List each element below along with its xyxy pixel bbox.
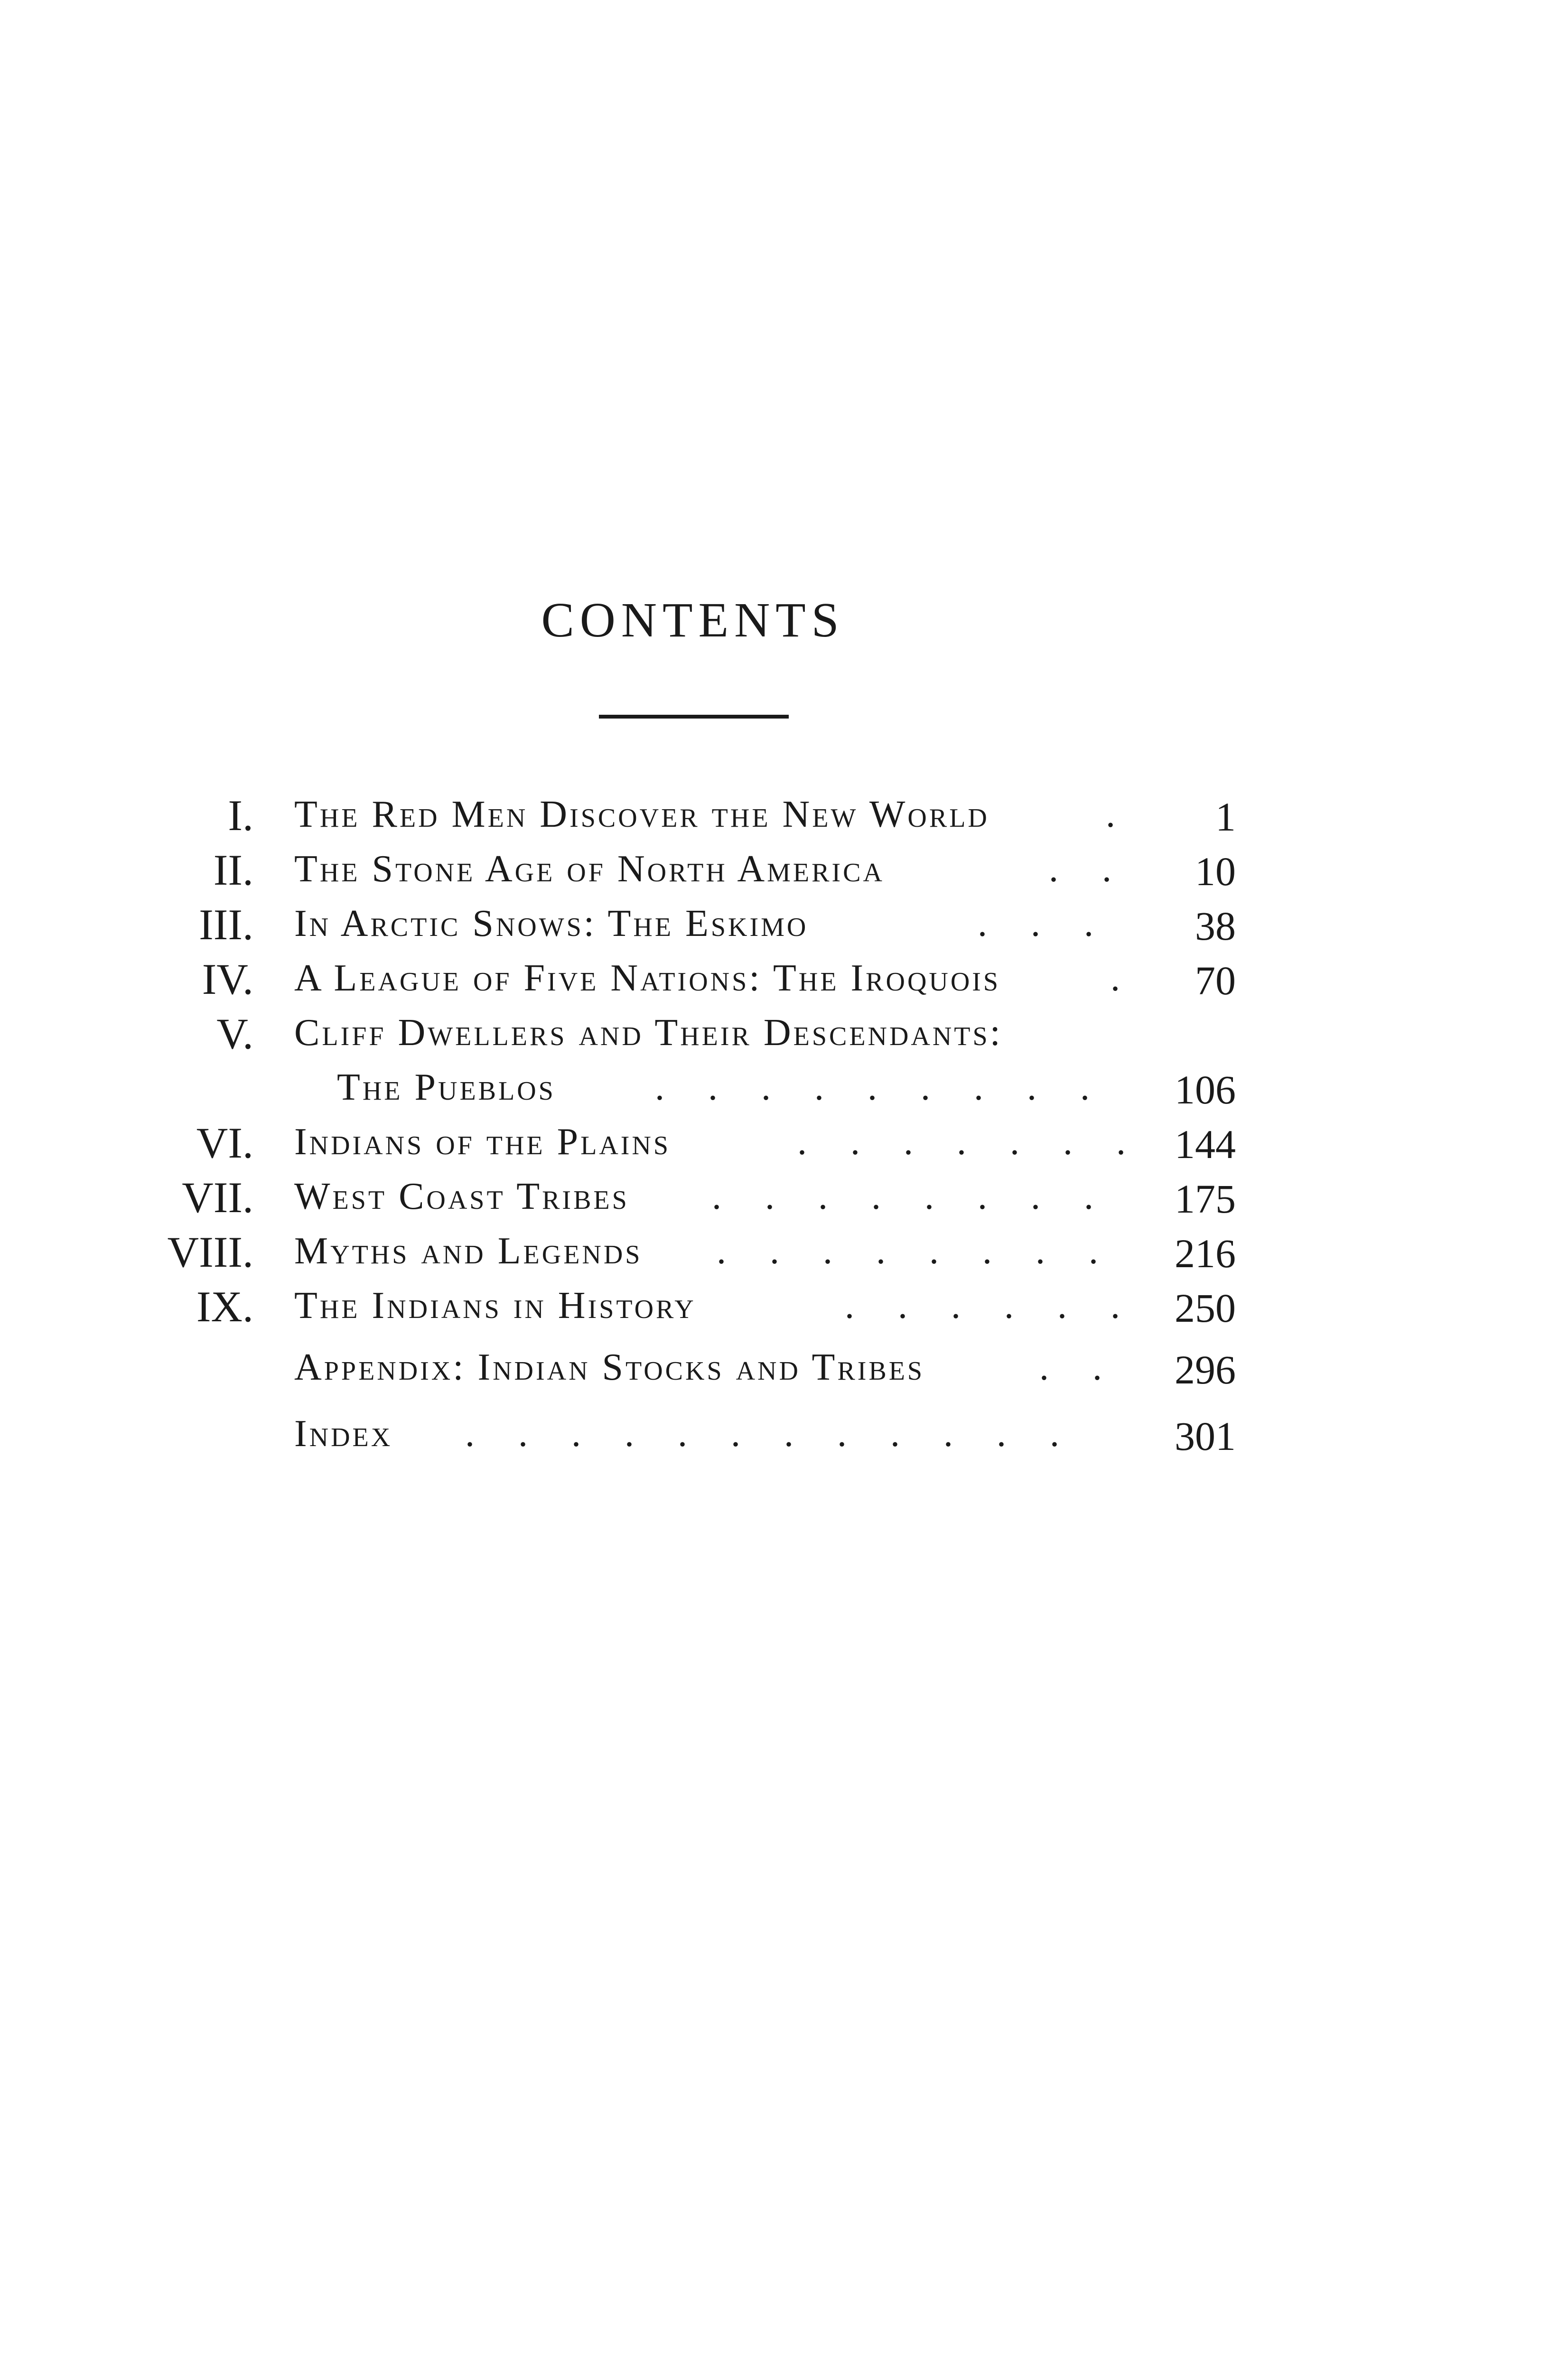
toc-entry-3: [0, 900, 1568, 955]
toc-entry-8: [0, 1230, 1568, 1282]
chapter-numeral: VIII.: [167, 1228, 253, 1276]
dot-leader: . . . . . .: [845, 1285, 1137, 1327]
dot-leader: . . .: [978, 903, 1111, 944]
dot-leader: . . . . . . . .: [717, 1230, 1115, 1272]
dot-leader: . .: [1049, 848, 1129, 890]
chapter-numeral: V.: [216, 1009, 253, 1058]
chapter-numeral: VI.: [196, 1119, 253, 1167]
chapter-numeral: IX.: [196, 1282, 253, 1331]
dot-leader: . . . . . . . . . . . .: [465, 1413, 1076, 1455]
page-number: 106: [1175, 1067, 1236, 1112]
dot-leader: .: [1111, 957, 1137, 999]
page-number: 38: [1195, 903, 1236, 949]
chapter-title: Cliff Dwellers and Their Descendants:: [294, 1012, 1003, 1054]
toc-entry-4: [0, 957, 1568, 1009]
page-number: 296: [1175, 1347, 1236, 1392]
dot-leader: . . . . . . . . .: [655, 1066, 1107, 1108]
dot-leader: . .: [1039, 1346, 1119, 1388]
toc-entry-2: [0, 848, 1568, 900]
chapter-numeral: III.: [199, 900, 253, 949]
page-number: 144: [1175, 1121, 1236, 1167]
appendix-title: Appendix: Indian Stocks and Tribes: [294, 1346, 925, 1388]
chapter-numeral: I.: [228, 791, 253, 840]
chapter-title: The Indians in History: [294, 1285, 696, 1327]
page-number: 10: [1195, 849, 1236, 894]
chapter-numeral: IV.: [202, 955, 253, 1003]
chapter-title-continuation: The Pueblos: [337, 1066, 556, 1108]
chapter-title: A League of Five Nations: The Iroquois: [294, 957, 1001, 999]
page-number: 250: [1175, 1285, 1236, 1331]
dot-leader: . . . . . . . .: [712, 1176, 1111, 1217]
toc-entry-7: [0, 1173, 1568, 1228]
toc-entry-9: [0, 1282, 1568, 1337]
chapter-title: Myths and Legends: [294, 1230, 643, 1272]
chapter-title: Indians of the Plains: [294, 1121, 671, 1163]
toc-entry-index: [0, 1413, 1568, 1465]
page-number: 1: [1215, 794, 1236, 840]
index-title: Index: [294, 1413, 393, 1455]
chapter-title: West Coast Tribes: [294, 1176, 629, 1217]
toc-entry-6: [0, 1121, 1568, 1173]
toc-entry-1: [0, 791, 1568, 846]
page-number: 301: [1175, 1413, 1236, 1459]
toc-entry-5: [0, 1009, 1568, 1064]
dot-leader: . . . . . . .: [797, 1121, 1143, 1163]
dot-leader: .: [1106, 794, 1132, 835]
toc-entry-5-continuation: [0, 1066, 1568, 1119]
page-number: 175: [1175, 1176, 1236, 1222]
chapter-title: The Stone Age of North America: [294, 848, 885, 890]
page-number: 70: [1195, 958, 1236, 1003]
chapter-numeral: II.: [213, 846, 253, 894]
chapter-title: The Red Men Discover the New World: [294, 794, 989, 835]
chapter-title: In Arctic Snows: The Eskimo: [294, 903, 809, 944]
toc-entry-appendix: [0, 1346, 1568, 1399]
page-title: CONTENTS: [541, 593, 845, 647]
page-number: 216: [1175, 1231, 1236, 1276]
chapter-numeral: VII.: [182, 1173, 253, 1222]
